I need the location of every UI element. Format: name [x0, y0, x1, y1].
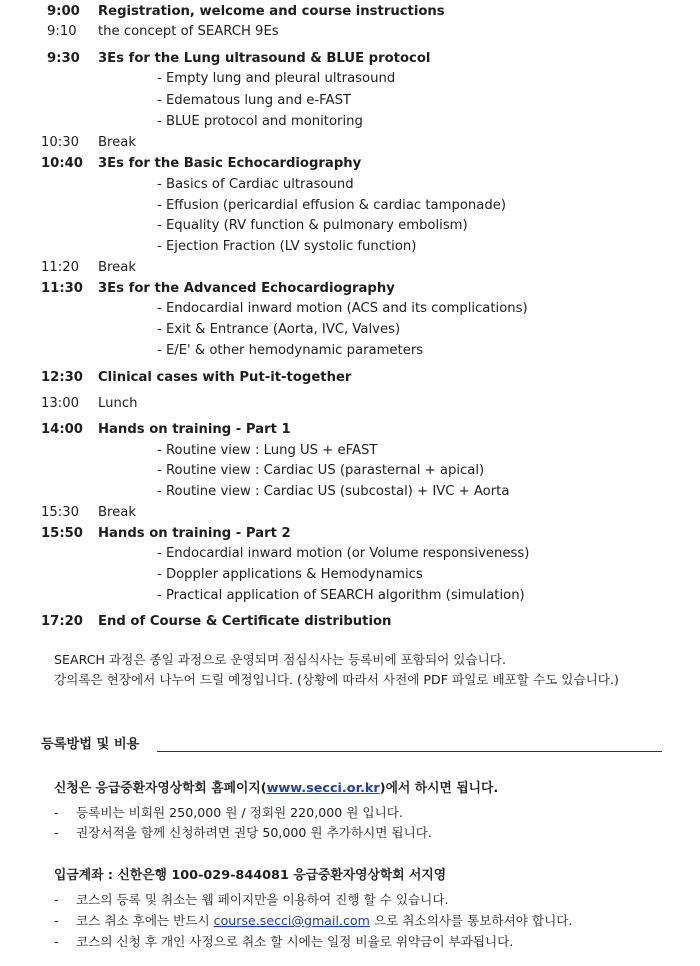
schedule-title: Hands on training - Part 2 [98, 526, 291, 541]
schedule-time: 15:30 [41, 505, 80, 520]
schedule-subitem: - Doppler applications & Hemodynamics [157, 567, 423, 582]
policy-item: - 코스 취소 후에는 반드시 course.secci@gmail.com 으로 취소의사를 통보하셔야 합니다. [54, 913, 573, 928]
schedule-time: 9:30 [47, 51, 80, 66]
bullet-dash: - [54, 892, 59, 907]
schedule-title: Hands on training - Part 1 [98, 422, 291, 437]
schedule-subitem: - BLUE protocol and monitoring [157, 114, 363, 129]
apply-suffix: )에서 하시면 됩니다. [379, 781, 499, 796]
homepage-link[interactable]: www.secci.or.kr [266, 781, 380, 796]
section-heading: 등록방법 및 비용 [41, 737, 140, 752]
schedule-subitem: - E/E' & other hemodynamic parameters [157, 343, 424, 358]
bullet-dash: - [54, 805, 59, 820]
schedule-title: Break [98, 505, 137, 520]
apply-prefix: 신청은 응급중환자영상학회 홈페이지( [54, 781, 267, 796]
email-link[interactable]: course.secci@gmail.com [213, 913, 370, 928]
schedule-subitem: - Endocardial inward motion (or Volume responsiveness) [157, 546, 530, 561]
schedule-title: End of Course & Certificate distribution [98, 614, 392, 629]
schedule-title: Clinical cases with Put-it-together [98, 370, 352, 385]
apply-instruction [54, 777, 498, 796]
schedule-title: 3Es for the Basic Echocardiography [98, 156, 362, 171]
schedule-title: Registration, welcome and course instructions [98, 4, 445, 19]
schedule-title: 3Es for the Lung ultrasound & BLUE protocol [98, 51, 431, 66]
schedule-time: 12:30 [41, 370, 83, 385]
schedule-time: 9:10 [47, 24, 77, 39]
schedule-subitem: - Edematous lung and e-FAST [157, 93, 351, 108]
schedule-subitem: - Equality (RV function & pulmonary embolism) [157, 218, 468, 233]
bullet-dash: - [54, 934, 59, 949]
schedule-title: 3Es for the Advanced Echocardiography [98, 281, 395, 296]
schedule-subitem: - Exit & Entrance (Aorta, IVC, Valves) [157, 322, 401, 337]
fee-item: - 권장서적을 함께 신청하려면 권당 50,000 원 추가하시면 됩니다. [54, 825, 432, 840]
schedule-subitem: - Basics of Cardiac ultrasound [157, 177, 354, 192]
course-note: 강의록은 현장에서 나누어 드릴 예정입니다. (상황에 따라서 사전에 PDF 파일로 배포할 수도 있습니다.) [54, 672, 619, 687]
policy-item: - 코스의 등록 및 취소는 웹 페이지만을 이용하여 진행 할 수 있습니다. [54, 892, 449, 907]
schedule-subitem: - Empty lung and pleural ultrasound [157, 71, 396, 86]
schedule-subitem: - Effusion (pericardial effusion & cardiac tamponade) [157, 198, 506, 213]
schedule-subitem: - Ejection Fraction (LV systolic function) [157, 239, 417, 254]
bullet-dash: - [54, 913, 59, 928]
schedule-time: 11:20 [41, 260, 80, 275]
course-note: SEARCH 과정은 종일 과정으로 운영되며 점심식사는 등록비에 포함되어 있습니다. [54, 652, 506, 667]
schedule-title: the concept of SEARCH 9Es [98, 24, 279, 39]
schedule-subitem: - Practical application of SEARCH algorithm (simulation) [157, 588, 525, 603]
schedule-subitem: - Routine view : Cardiac US (subcostal) + IVC + Aorta [157, 484, 510, 499]
schedule-title: Lunch [98, 396, 138, 411]
policy-item: - 코스의 신청 후 개인 사정으로 취소 할 시에는 일정 비율로 위약금이 부과됩니다. [54, 934, 514, 949]
schedule-time: 17:20 [41, 614, 83, 629]
section-divider [157, 751, 662, 752]
schedule-time: 11:30 [41, 281, 83, 296]
schedule-time: 9:00 [47, 4, 80, 19]
schedule-subitem: - Endocardial inward motion (ACS and its complications) [157, 301, 528, 316]
bullet-dash: - [54, 825, 59, 840]
schedule-title: Break [98, 260, 137, 275]
bank-account: 입금계좌 : 신한은행 100-029-844081 응급중환자영상학회 서지영 [54, 868, 447, 883]
schedule-time: 13:00 [41, 396, 80, 411]
schedule-subitem: - Routine view : Cardiac US (parasternal + apical) [157, 463, 485, 478]
fee-item: - 등록비는 비회원 250,000 원 / 정회원 220,000 원 입니다. [54, 805, 403, 820]
schedule-time: 10:30 [41, 135, 80, 150]
schedule-time: 15:50 [41, 526, 83, 541]
schedule-title: Break [98, 135, 137, 150]
schedule-time: 10:40 [41, 156, 83, 171]
schedule-subitem: - Routine view : Lung US + eFAST [157, 443, 378, 458]
schedule-time: 14:00 [41, 422, 83, 437]
